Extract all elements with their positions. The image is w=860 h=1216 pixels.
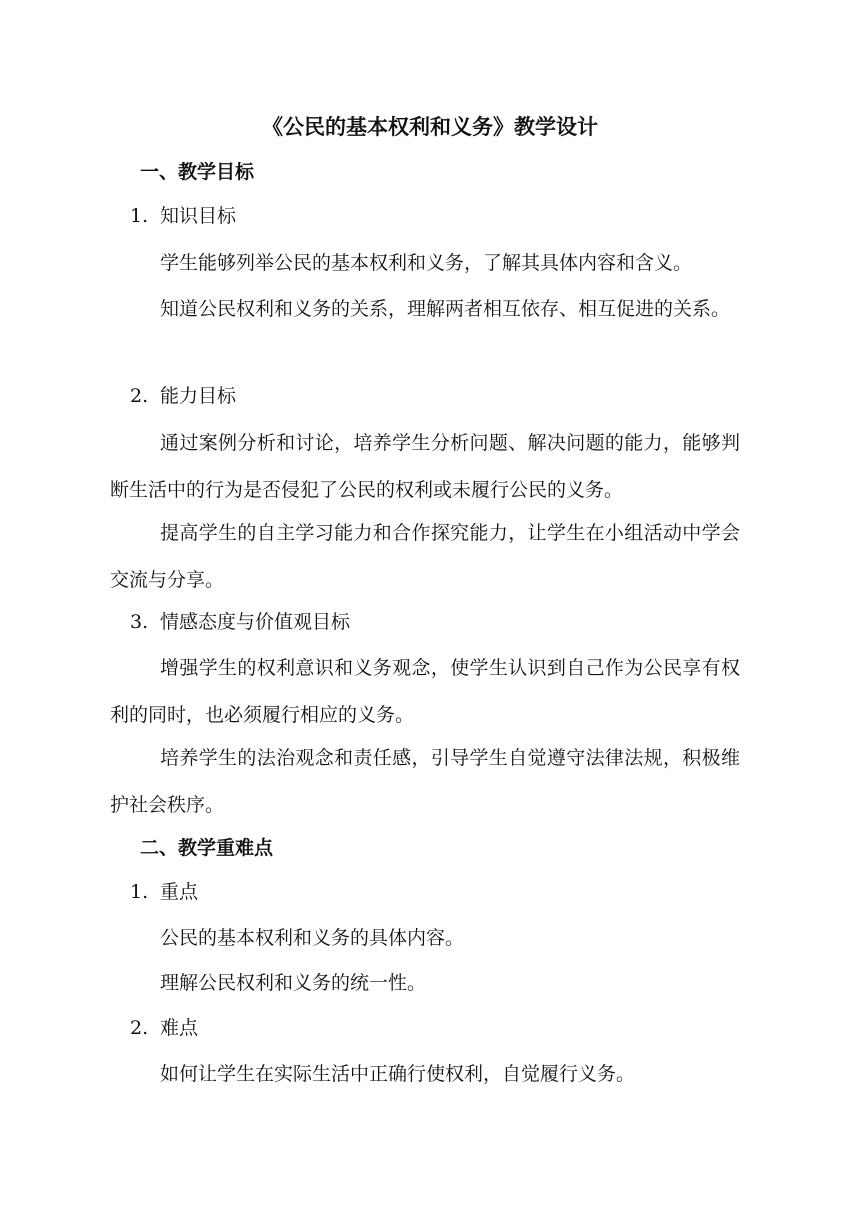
paragraph: 增强学生的权利意识和义务观念，使学生认识到自己作为公民享有权利的同时，也必须履行相应的义务。 [110, 657, 740, 726]
document-title: 《公民的基本权利和义务》教学设计 [262, 115, 598, 139]
subsection-values-goals [130, 607, 350, 637]
paragraph: 公民的基本权利和义务的具体内容。 [160, 927, 465, 949]
subsection-label: 能力目标 [160, 385, 237, 407]
subsection-label: 重点 [160, 881, 199, 903]
paragraph: 培养学生的法治观念和责任感，引导学生自觉遵守法律法规，积极维护社会秩序。 [110, 747, 740, 816]
subsection-difficult-points [130, 1013, 198, 1043]
subsection-knowledge-goals [130, 201, 236, 231]
paragraph: 知道公民权利和义务的关系，理解两者相互依存、相互促进的关系。 [160, 298, 731, 320]
subsection-number: 1. [130, 881, 149, 903]
paragraph: 学生能够列举公民的基本权利和义务，了解其具体内容和含义。 [160, 252, 693, 274]
subsection-number: 3. [130, 611, 149, 633]
paragraph: 通过案例分析和讨论，培养学生分析问题、解决问题的能力，能够判断生活中的行为是否侵犯了公民的权利或未履行公民的义务。 [110, 432, 740, 501]
subsection-number: 1. [130, 205, 149, 227]
subsection-label: 难点 [160, 1017, 199, 1039]
subsection-ability-goals [130, 381, 236, 411]
paragraph: 如何让学生在实际生活中正确行使权利，自觉履行义务。 [160, 1063, 636, 1085]
paragraph: 提高学生的自主学习能力和合作探究能力，让学生在小组活动中学会交流与分享。 [110, 522, 740, 591]
section-heading-teaching-goals: 一、教学目标 [140, 161, 255, 183]
paragraph: 理解公民权利和义务的统一性。 [160, 972, 427, 994]
subsection-number: 2. [130, 385, 149, 407]
section-heading-key-difficult-points: 二、教学重难点 [140, 837, 274, 859]
subsection-key-points [130, 877, 198, 907]
subsection-number: 2. [130, 1017, 149, 1039]
subsection-label: 知识目标 [160, 205, 237, 227]
subsection-label: 情感态度与价值观目标 [160, 611, 351, 633]
